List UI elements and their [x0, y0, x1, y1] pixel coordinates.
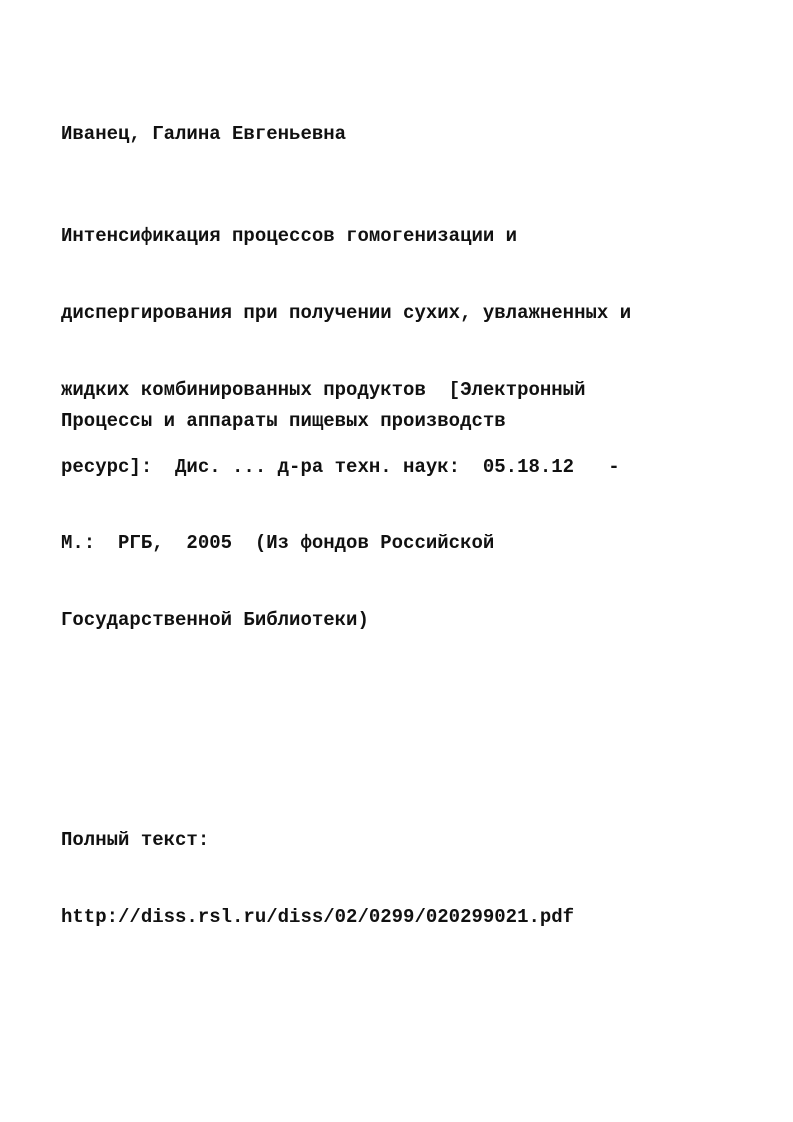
record-line: М.: РГБ, 2005 (Из фондов Российской: [61, 532, 495, 555]
record-line: Интенсификация процессов гомогенизации и: [61, 225, 518, 248]
record-line: Государственной Библиотеки): [61, 609, 369, 632]
full-text-label: Полный текст:: [61, 829, 210, 852]
full-text-url: http://diss.rsl.ru/diss/02/0299/020299021.pdf: [61, 905, 575, 928]
record-line: жидких комбинированных продуктов [Электронный: [61, 378, 586, 401]
full-text-block: [61, 777, 574, 982]
record-line: ресурс]: Дис. ... д-ра техн. наук: 05.18.12 -: [61, 455, 620, 478]
record-line: диспергирования при получении сухих, увлажненных и: [61, 301, 632, 324]
specialty-title: Процессы и аппараты пищевых производств: [61, 410, 506, 432]
author-name: Иванец, Галина Евгеньевна: [61, 123, 347, 145]
